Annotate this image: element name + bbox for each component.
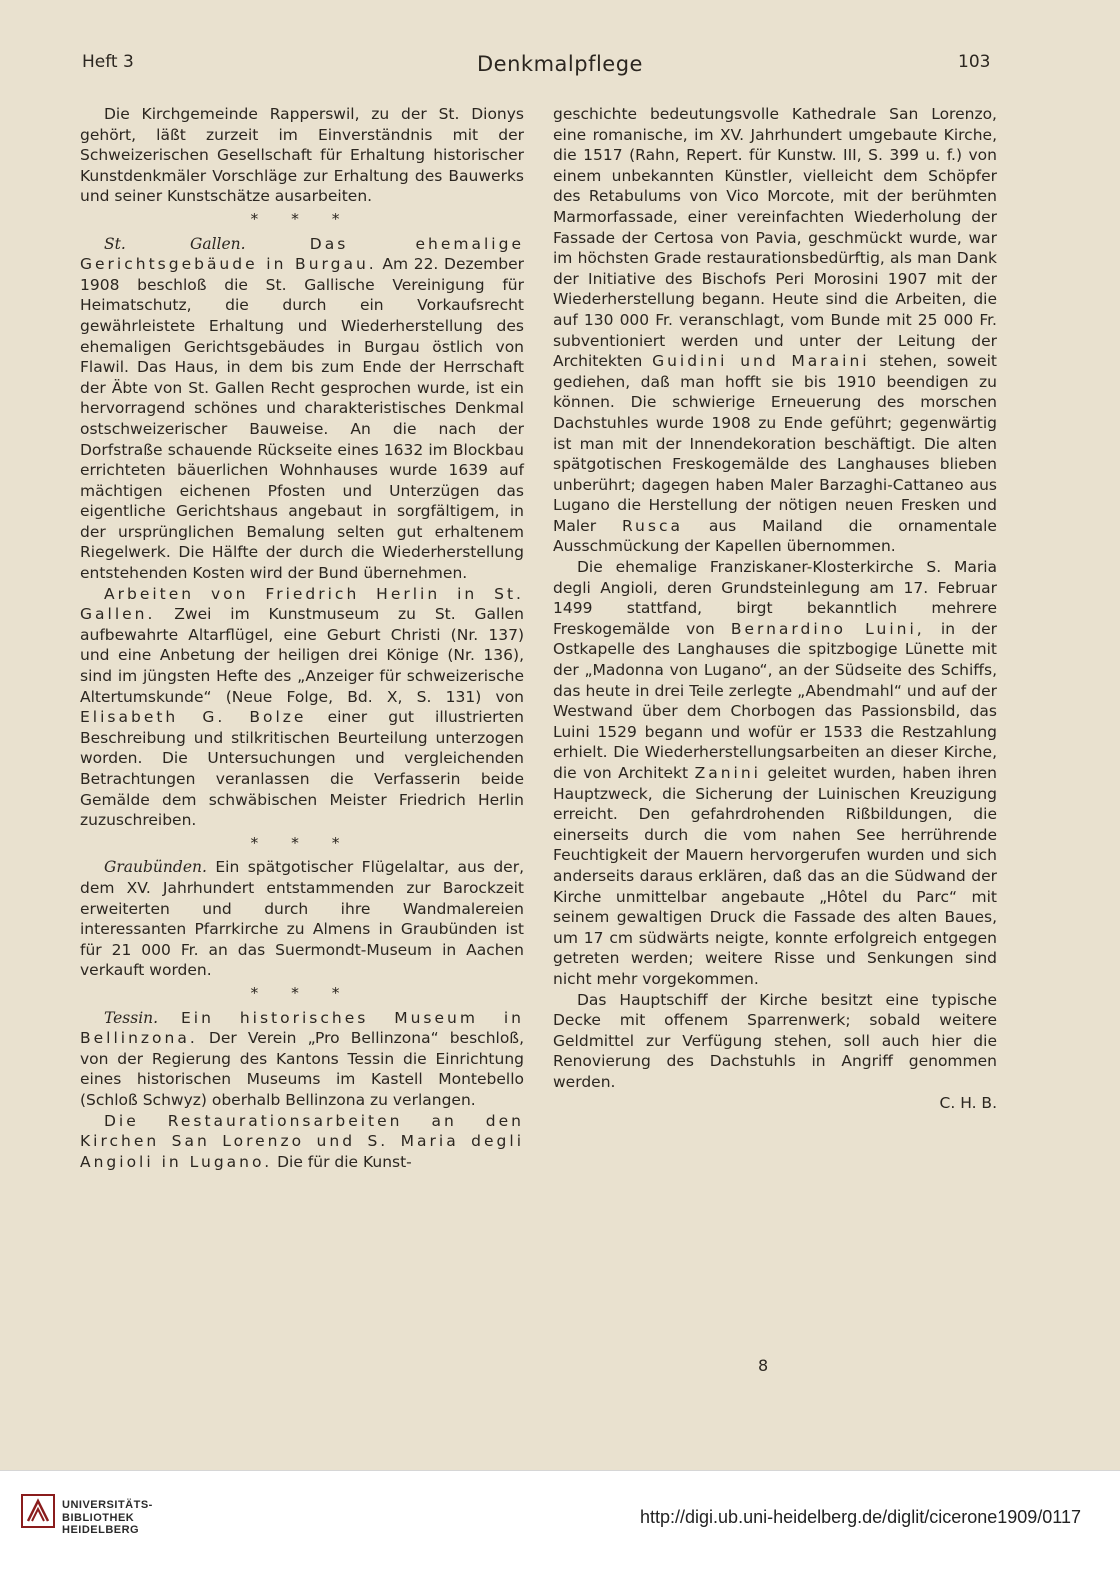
- architect-name: Zanini: [694, 764, 761, 782]
- paragraph-herlin: Arbeiten von Friedrich Herlin in St. Gallen. Zwei im Kunstmuseum zu St. Gallen aufbewahrte Altarflügel, eine Geburt Christi (Nr. 137) und eine Anbetung der heiligen drei Könige (Nr. 136), sind im jüngsten Hefte des „Anzeiger für schweizerische Altertumskunde“ (Neue Folge, Bd. X, S. 131) von Elisabeth G. Bolze einer gut illustrierten Beschreibung und stilkritischen Beurteilung unterzogen worden. Die Untersuchungen und vergleichenden Betrachtungen veranlassen die Verfasserin beide Gemälde dem schwäbischen Meister Friedrich Herlin zuzuschreiben.: [80, 584, 524, 830]
- section-heading: Tessin.: [104, 1008, 159, 1027]
- author-name: Elisabeth G. Bolze: [80, 708, 307, 727]
- left-column: [80, 104, 524, 1172]
- page-title: Denkmalpflege: [477, 52, 643, 76]
- paragraph-st-gallen: St. Gallen. Das ehemalige Gerichtsgebäude in Burgau. Am 22. Dezember 1908 beschloß die St. Gallische Vereinigung für Heimatschutz, die durch ein Vorkaufsrecht gewährleistete Erhaltung und Wiederherstellung des ehemaligen Gerichtsgebäudes in Burgau östlich von Flawil. Das Haus, in dem bis zum Ende der Herrschaft der Äbte von St. Gallen Recht gesprochen wurde, ist ein hervorragend schönes und charakteristisches Denkmal ostschweizerischer Bauweise. An die nach der Dorfstraße schauende Rückseite eines 1632 im Blockbau errichteten bäuerlichen Wohnhauses wurde 1639 auf mächtigen eichenen Pfosten und Unterzügen das eigentliche Gerichtshaus angebaut in sorgfältigem, in der ursprünglichen Bemalung selten gut erhaltenem Riegelwerk. Die Hälfte der durch die Wiederherstellung entstehenden Kosten wird der Bund übernehmen.: [80, 234, 524, 583]
- paragraph-hauptschiff: Das Hauptschiff der Kirche besitzt eine typische Decke mit offenem Sparrenwerk; sobald weitere Geldmittel zur Verfügung stehen, soll auch hier die Renovierung des Dachstuhls in Angriff genommen werden.: [553, 990, 997, 1091]
- spaced-title: Arbeiten von Friedrich Herlin in St. Gallen.: [80, 584, 524, 624]
- paragraph-rapperswil: Die Kirchgemeinde Rapperswil, zu der St. Dionys gehört, läßt zurzeit im Einverständnis mit der Schweizerischen Gesellschaft für Erhaltung historischer Kunstdenkmäler Vorschläge zur Erhaltung des Bauwerks und seiner Kunstschätze ausarbeiten.: [80, 105, 524, 206]
- painter-name: Rusca: [621, 516, 683, 535]
- source-url-link[interactable]: http://digi.ub.uni-heidelberg.de/diglit/cicerone1909/0117: [640, 1507, 1081, 1527]
- footer-bar: [0, 1470, 1120, 1592]
- section-divider: * * *: [250, 209, 354, 228]
- paragraph-graubuenden: Graubünden. Ein spätgotischer Flügelaltar, aus der, dem XV. Jahrhundert entstammenden zur Barockzeit erweiterten und durch ihre Wandmalereien interessanten Pfarrkirche zu Almens in Graubünden ist für 21 000 Fr. an das Suermondt-Museum in Aachen verkauft worden.: [80, 858, 524, 980]
- right-column: [553, 104, 997, 1113]
- spaced-title: Das ehemalige Gerichtsgebäude in Burgau.: [80, 234, 524, 274]
- spaced-title: Die Restaurationsarbeiten an den Kirchen San Lorenzo und S. Maria degli Angioli in Lugano.: [80, 1111, 524, 1171]
- section-heading: Graubünden.: [104, 858, 207, 877]
- signature: C. H. B.: [939, 1093, 997, 1112]
- library-name: UNIVERSITÄTS- BIBLIOTHEK HEIDELBERG: [62, 1499, 153, 1536]
- architect-names: Guidini und Maraini: [652, 352, 870, 371]
- painter-name: Bernardino Luini,: [730, 619, 925, 638]
- page-number: 103: [958, 52, 991, 72]
- spaced-title: Ein historisches Museum in Bellinzona.: [80, 1008, 525, 1048]
- paragraph-lugano: Die Restaurationsarbeiten an den Kirchen San Lorenzo und S. Maria degli Angioli in Lugano. Die für die Kunst-: [80, 1111, 524, 1171]
- section-divider: * * *: [250, 983, 354, 1002]
- section-heading: St. Gallen.: [104, 234, 246, 253]
- signature-mark: 8: [758, 1356, 769, 1375]
- paragraph-san-lorenzo: geschichte bedeutungsvolle Kathedrale San Lorenzo, eine romanische, im XV. Jahrhundert umgebaute Kirche, die 1517 (Rahn, Repert. für Kunstw. III, S. 399 u. f.) von einem unbekannten Künstler, vielleicht dem Schöpfer des Retabulums von Vico Morcote, mit der berühmten Marmorfassade, einer vereinfachten Wiederholung der Fassade der Certosa von Pavia, geschmückt wurde, war im höchsten Grade restaurationsbedürftig, als man Dank der Initiative des Bischofs Peri Morosini 1907 mit der Wiederherstellung begann. Heute sind die Arbeiten, die auf 130 000 Fr. veranschlagt, vom Bunde mit 25 000 Fr. subventioniert werden und unter der Leitung der Architekten Guidini und Maraini stehen, soweit gediehen, daß man hofft sie bis 1910 beendigen zu können. Die schwierige Erneuerung des morschen Dachstuhles wurde 1908 zu Ende geführt; gegenwärtig ist man mit der Innendekoration beschäftigt. Die alten spätgotischen Freskogemälde des Langhauses blieben unberührt; dagegen haben Maler Barzaghi-Cattaneo aus Lugano die Herstellung der nötigen neuen Fresken und Maler Rusca aus Mailand die ornamentale Ausschmückung der Kapellen übernommen.: [553, 105, 998, 556]
- signature-line: [553, 1093, 997, 1114]
- section-divider: * * *: [250, 833, 354, 852]
- paragraph-santa-maria: Die ehemalige Franziskaner-Klosterkirche S. Maria degli Angioli, deren Grundsteinlegung am 17. Februar 1499 stattfand, birgt bekanntlich mehrere Freskogemälde von Bernardino Luini, in der Ostkapelle des Langhauses die spitzbogige Lünette mit der „Madonna von Lugano“, an der Südseite des Schiffs, das heute in drei Teile zerlegte „Abendmahl“ und auf der Westwand über dem Chorbogen das Passionsbild, das Luini 1529 begann und wofür er 1533 die Restzahlung erhielt. Die Wiederherstellungsarbeiten an dieser Kirche, die von Architekt Zanini geleitet wurden, haben ihren Hauptzweck, die Sicherung der Luinischen Kreuzigung erreicht. Den gefahrdrohenden Rißbildungen, die einerseits durch die vom nahen See herrührende Feuchtigkeit der Mauern hervorgerufen wurden und sich anderseits daraus erklären, daß das an die Südwand der Kirche unmittelbar angebaute „Hôtel du Parc“ mit seinem gewaltigen Druck die Fassade des alten Baues, um 17 cm südwärts neigte, konnte erfolgreich entgegen getreten werden; weitere Risse und Senkungen sind nicht mehr vorgekommen.: [553, 558, 997, 988]
- paragraph-tessin: Tessin. Ein historisches Museum in Bellinzona. Der Verein „Pro Bellinzona“ beschloß, von der Regierung des Kantons Tessin die Einrichtung eines historischen Museums im Kastell Montebello (Schloß Schwyz) oberhalb Bellinzona zu verlangen.: [80, 1008, 525, 1109]
- library-logo-icon: [20, 1493, 56, 1529]
- issue-label: Heft 3: [82, 52, 134, 72]
